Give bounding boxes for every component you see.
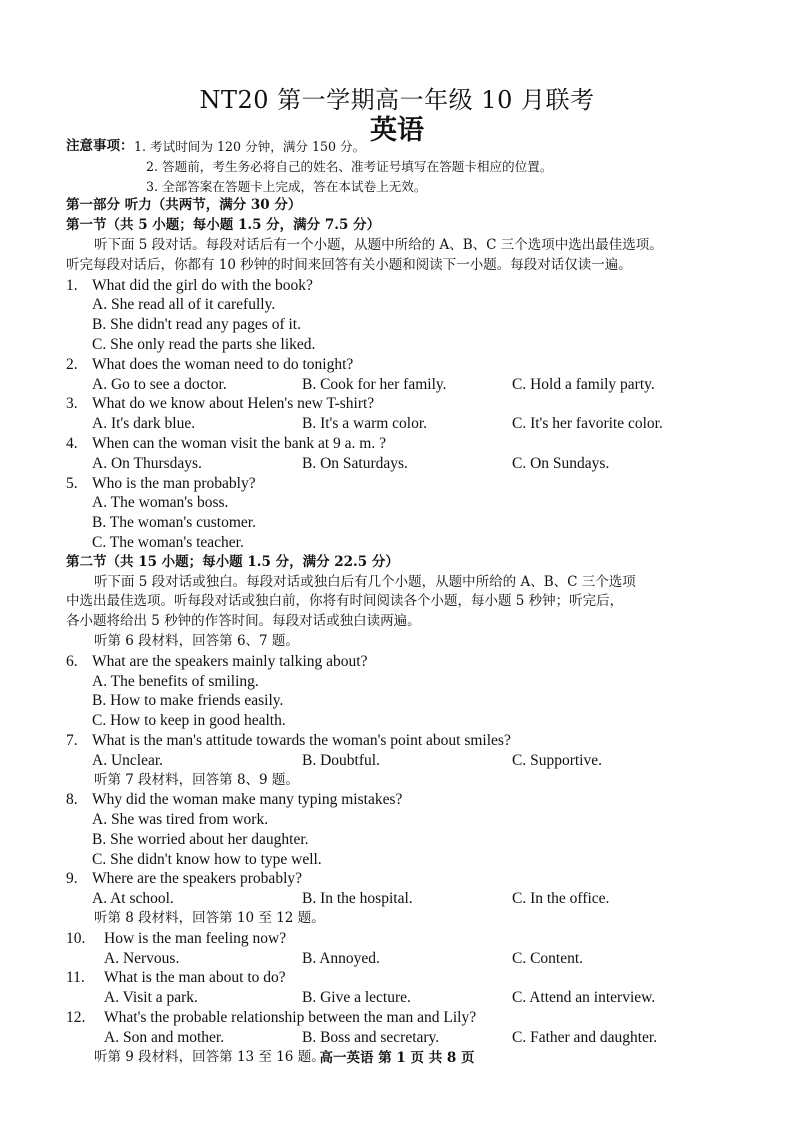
part-heading: 第一部分 听力（共两节，满分 30 分） <box>66 197 302 214</box>
option-row <box>66 454 726 474</box>
option: B. Annoyed. <box>302 949 380 967</box>
question <box>66 929 726 949</box>
notice-item-2: 2. 答题前，考生务必将自己的姓名、准考证号填写在答题卡相应的位置。 <box>146 158 553 174</box>
question-text: What did the girl do with the book? <box>92 276 313 294</box>
listening-prompt: 听第 7 段材料，回答第 8、9 题。 <box>94 771 299 788</box>
option: A. It's dark blue. <box>92 415 196 433</box>
option: B. It's a warm color. <box>302 415 428 433</box>
option: A. The woman's boss. <box>92 494 229 512</box>
option: B. On Saturdays. <box>302 454 408 472</box>
option: C. She didn't know how to type well. <box>92 850 322 868</box>
notice-item-3: 3. 全部答案在答题卡上完成，答在本试卷上无效。 <box>146 178 427 194</box>
option: B. Doubtful. <box>302 751 380 769</box>
instruction-line: 中选出最佳选项。听每段对话或独白前，你将有时间阅读各个小题，每小题 5 秒钟；听完后， <box>66 593 624 610</box>
option: C. Content. <box>512 949 584 967</box>
listening-prompt: 听第 9 段材料，回答第 13 至 16 题。 <box>94 1048 325 1065</box>
option: B. She didn't read any pages of it. <box>92 316 301 334</box>
option: A. Nervous. <box>104 949 180 967</box>
instruction-line: 听下面 5 段对话。每段对话后有一个小题，从题中所给的 A、B、C 三个选项中选出最佳选项。 <box>94 236 663 253</box>
question <box>66 276 726 296</box>
question <box>66 1008 726 1028</box>
question-number: 5. <box>66 474 78 492</box>
option: B. Boss and secretary. <box>302 1028 440 1046</box>
question-number: 1. <box>66 276 78 294</box>
option: B. Give a lecture. <box>302 989 411 1007</box>
question <box>66 869 726 889</box>
section-heading: 第一节（共 5 小题；每小题 1.5 分，满分 7.5 分） <box>66 217 381 234</box>
question-text: What do we know about Helen's new T-shirt? <box>92 395 375 413</box>
question-number: 12. <box>66 1009 86 1027</box>
option: A. At school. <box>92 890 174 908</box>
question-number: 10. <box>66 929 86 947</box>
question <box>66 474 726 494</box>
option: A. The benefits of smiling. <box>92 672 259 690</box>
question-text: What is the man about to do? <box>104 969 286 987</box>
option-row <box>66 988 726 1008</box>
notice-text: 1. 考试时间为 120 分钟，满分 150 分。 <box>134 139 366 154</box>
option: C. On Sundays. <box>512 454 610 472</box>
page-footer: 高一英语 第 1 页 共 8 页 <box>319 1050 475 1066</box>
question-number: 6. <box>66 652 78 670</box>
option: B. The woman's customer. <box>92 514 256 532</box>
notice-item-1 <box>66 137 726 157</box>
instruction-line: 听完每段对话后，你都有 10 秒钟的时间来回答有关小题和阅读下一小题。每段对话仅读一遍。 <box>66 256 632 273</box>
question-text: How is the man feeling now? <box>104 929 287 947</box>
option: A. Go to see a doctor. <box>92 375 227 393</box>
question <box>66 731 726 751</box>
instruction-line: 各小题将给出 5 秒钟的作答时间。每段对话或独白读两遍。 <box>66 613 421 630</box>
option: C. She only read the parts she liked. <box>92 335 316 353</box>
question <box>66 434 726 454</box>
option: A. Visit a park. <box>104 989 198 1007</box>
question-text: What's the probable relationship between the man and Lily? <box>104 1009 477 1027</box>
notice-label: 注意事项： <box>66 138 134 154</box>
option: C. In the office. <box>512 890 610 908</box>
question-number: 8. <box>66 791 78 809</box>
question-text: When can the woman visit the bank at 9 a. m. ? <box>92 434 386 452</box>
option: A. Unclear. <box>92 751 164 769</box>
option: A. Son and mother. <box>104 1028 225 1046</box>
question <box>66 652 726 672</box>
option-row <box>66 375 726 395</box>
option: B. How to make friends easily. <box>92 692 284 710</box>
listening-prompt: 听第 6 段材料，回答第 6、7 题。 <box>94 632 299 649</box>
option-row <box>66 414 726 434</box>
exam-title: NT20 第一学期高一年级 10 月联考 <box>199 86 595 114</box>
question-number: 7. <box>66 731 78 749</box>
question <box>66 355 726 375</box>
option: B. She worried about her daughter. <box>92 830 309 848</box>
option: A. On Thursdays. <box>92 454 202 472</box>
option: C. Hold a family party. <box>512 375 655 393</box>
subject-title: 英语 <box>370 115 424 146</box>
option: C. Attend an interview. <box>512 989 656 1007</box>
question <box>66 394 726 414</box>
question-number: 4. <box>66 434 78 452</box>
option-row <box>66 1028 726 1048</box>
instruction-line: 听下面 5 段对话或独白。每段对话或独白后有几个小题，从题中所给的 A、B、C 三个选项 <box>94 573 636 590</box>
listening-prompt: 听第 8 段材料，回答第 10 至 12 题。 <box>94 910 325 927</box>
question-number: 3. <box>66 395 78 413</box>
question-text: What does the woman need to do tonight? <box>92 355 354 373</box>
question-number: 9. <box>66 870 78 888</box>
question-text: Who is the man probably? <box>92 474 256 492</box>
question-number: 2. <box>66 355 78 373</box>
option: A. She was tired from work. <box>92 811 269 829</box>
option: C. How to keep in good health. <box>92 712 286 730</box>
question-text: What are the speakers mainly talking about? <box>92 652 368 670</box>
question-text: Why did the woman make many typing mistakes? <box>92 791 403 809</box>
option-row <box>66 751 726 771</box>
section-heading: 第二节（共 15 小题；每小题 1.5 分，满分 22.5 分） <box>66 553 399 570</box>
question-text: Where are the speakers probably? <box>92 870 302 888</box>
option: B. Cook for her family. <box>302 375 447 393</box>
exam-body <box>66 137 726 1067</box>
option: C. Father and daughter. <box>512 1028 658 1046</box>
option: C. Supportive. <box>512 751 602 769</box>
question-text: What is the man's attitude towards the woman's point about smiles? <box>92 731 511 749</box>
option: C. It's her favorite color. <box>512 415 663 433</box>
option: B. In the hospital. <box>302 890 413 908</box>
question <box>66 968 726 988</box>
question <box>66 790 726 810</box>
question-number: 11. <box>66 969 85 987</box>
option-row <box>66 949 726 969</box>
option: C. The woman's teacher. <box>92 533 244 551</box>
option: A. She read all of it carefully. <box>92 296 276 314</box>
option-row <box>66 889 726 909</box>
